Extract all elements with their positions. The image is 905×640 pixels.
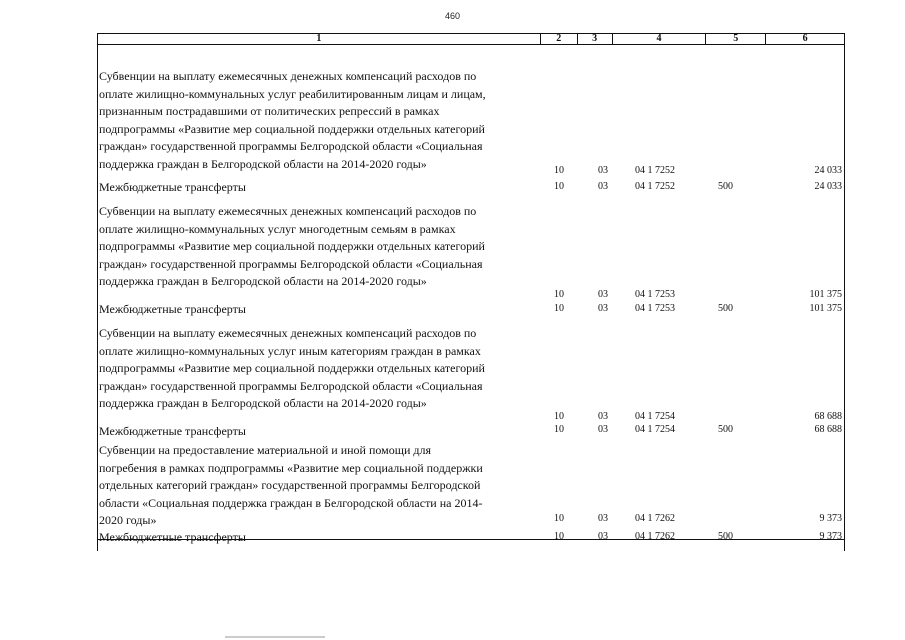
budget-table: [97, 33, 845, 551]
header-col-2: 2: [540, 34, 577, 44]
cell-expense-type: 500: [718, 303, 733, 314]
cell-amount: 101 375: [809, 289, 842, 300]
cell-amount: 9 373: [819, 531, 842, 542]
table-body: [97, 45, 845, 551]
cell-subsection: 03: [598, 411, 608, 422]
description-line: Субвенции на предоставление материальной и иной помощи для: [99, 443, 432, 457]
description-line: Межбюджетные трансферты: [99, 302, 246, 316]
cell-amount: 24 033: [814, 165, 842, 176]
cell-amount: 9 373: [819, 513, 842, 524]
cell-section: 10: [554, 411, 564, 422]
cell-amount: 101 375: [809, 303, 842, 314]
description-line: оплате жилищно-коммунальных услуг реабилитированным лицам и лицам,: [99, 86, 486, 101]
cell-expense-type: 500: [718, 181, 733, 192]
header-col-6: 6: [765, 34, 844, 44]
cell-target-item: 04 1 7252: [635, 165, 675, 176]
description-line: признанным пострадавшими от политических репрессий в рамках: [99, 104, 440, 118]
cell-subsection: 03: [598, 165, 608, 176]
cell-amount: 68 688: [814, 411, 842, 422]
cell-section: 10: [554, 289, 564, 300]
cell-subsection: 03: [598, 531, 608, 542]
description-line: поддержка граждан в Белгородской области на 2014-2020 годы»: [99, 274, 427, 288]
description-line: граждан» государственной программы Белгородской области «Социальная: [99, 256, 483, 271]
table-header: [97, 33, 845, 45]
cell-target-item: 04 1 7254: [635, 424, 675, 435]
row-description: [99, 203, 539, 291]
description-line: погребения в рамках подпрограммы «Развитие мер социальной поддержки: [99, 460, 483, 475]
cell-subsection: 03: [598, 424, 608, 435]
description-line: поддержка граждан в Белгородской области на 2014-2020 годы»: [99, 156, 427, 171]
cell-section: 10: [554, 303, 564, 314]
cell-section: 10: [554, 424, 564, 435]
cell-section: 10: [554, 531, 564, 542]
description-line: подпрограммы «Развитие мер социальной поддержки отдельных категорий: [99, 121, 485, 136]
page-number: 460: [444, 11, 461, 21]
cell-subsection: 03: [598, 513, 608, 524]
cell-subsection: 03: [598, 303, 608, 314]
cell-target-item: 04 1 7253: [635, 289, 675, 300]
cell-target-item: 04 1 7253: [635, 303, 675, 314]
cell-section: 10: [554, 165, 564, 176]
description-line: граждан» государственной программы Белгородской области «Социальная: [99, 139, 483, 153]
cell-expense-type: 500: [718, 424, 733, 435]
cell-target-item: 04 1 7262: [635, 513, 675, 524]
description-line: Межбюджетные трансферты: [99, 424, 246, 438]
cell-subsection: 03: [598, 289, 608, 300]
cell-section: 10: [554, 181, 564, 192]
cell-section: 10: [554, 513, 564, 524]
row-description: [99, 325, 539, 413]
description-line: поддержка граждан в Белгородской области на 2014-2020 годы»: [99, 396, 427, 410]
row-description: [99, 442, 539, 530]
description-line: Субвенции на выплату ежемесячных денежных компенсаций расходов по: [99, 69, 477, 83]
header-col-5: 5: [705, 34, 765, 44]
row-description: [99, 529, 539, 547]
scan-artifact: [225, 636, 325, 638]
cell-expense-type: 500: [718, 531, 733, 542]
description-line: подпрограммы «Развитие мер социальной поддержки отдельных категорий: [99, 361, 485, 375]
description-line: Межбюджетные трансферты: [99, 180, 246, 194]
description-line: оплате жилищно-коммунальных услуг многодетным семьям в рамках: [99, 221, 456, 236]
header-col-1: 1: [316, 33, 322, 44]
header-col-3: 3: [577, 34, 612, 44]
row-description: [99, 301, 539, 319]
description-line: отдельных категорий граждан» государственной программы Белгородской: [99, 478, 481, 492]
description-line: Субвенции на выплату ежемесячных денежных компенсаций расходов по: [99, 204, 477, 218]
cell-subsection: 03: [598, 181, 608, 192]
cell-target-item: 04 1 7262: [635, 531, 675, 542]
row-description: [99, 179, 539, 197]
cell-amount: 24 033: [814, 181, 842, 192]
cell-target-item: 04 1 7252: [635, 181, 675, 192]
cell-target-item: 04 1 7254: [635, 411, 675, 422]
description-line: Межбюджетные трансферты: [99, 530, 246, 544]
description-line: подпрограммы «Развитие мер социальной поддержки отдельных категорий: [99, 239, 485, 253]
table-bottom-border: [97, 539, 845, 540]
description-line: оплате жилищно-коммунальных услуг иным категориям граждан в рамках: [99, 343, 481, 358]
row-description: [99, 68, 539, 173]
row-description: [99, 423, 539, 441]
description-line: Субвенции на выплату ежемесячных денежных компенсаций расходов по: [99, 326, 477, 340]
description-line: 2020 годы»: [99, 513, 157, 527]
description-line: области «Социальная поддержка граждан в Белгородской области на 2014-: [99, 495, 483, 510]
description-line: граждан» государственной программы Белгородской области «Социальная: [99, 378, 483, 393]
cell-amount: 68 688: [814, 424, 842, 435]
header-col-4: 4: [612, 34, 706, 44]
